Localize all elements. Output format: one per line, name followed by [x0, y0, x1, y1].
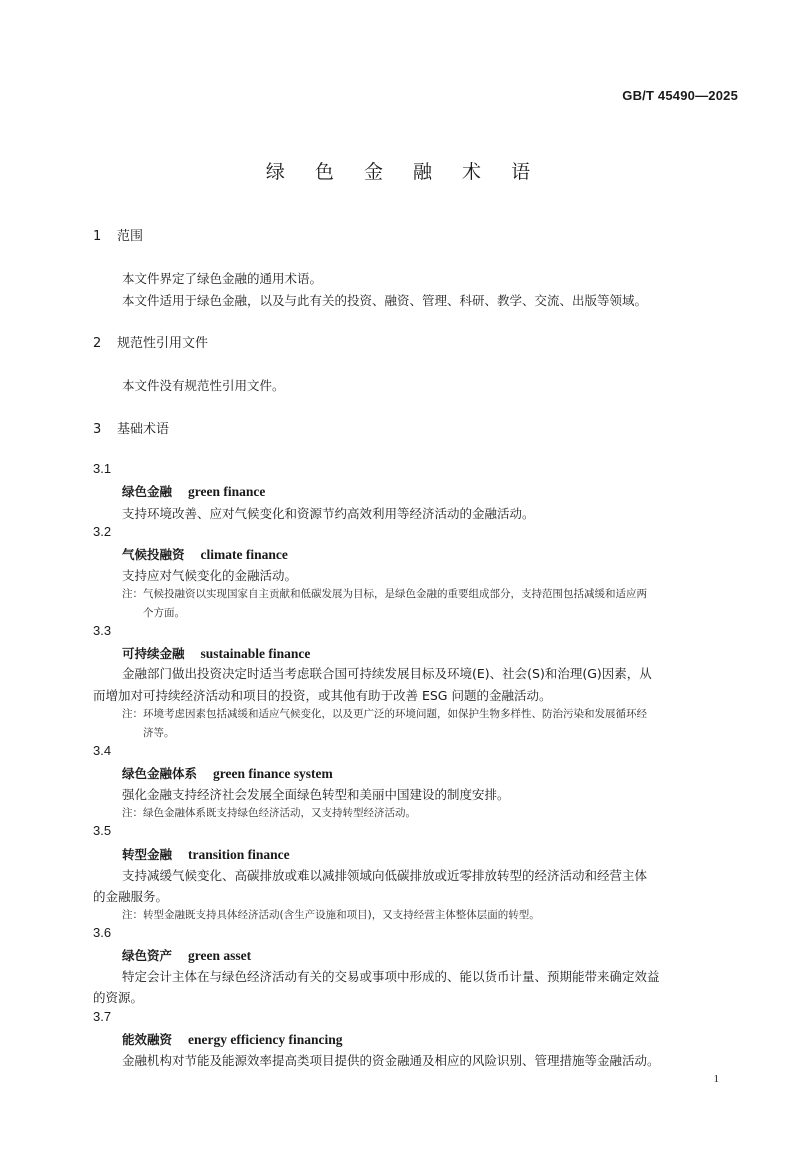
term-en: energy efficiency financing	[188, 1032, 343, 1047]
standard-code: GB/T 45490—2025	[622, 88, 738, 103]
term-note-continued: 个方面。	[143, 607, 185, 619]
term-zh: 能效融资	[122, 1032, 173, 1047]
term-number: 3.2	[93, 524, 112, 539]
term-heading	[122, 764, 333, 782]
term-note: 注：转型金融既支持具体经济活动(含生产设施和项目)，又支持经营主体整体层面的转型。	[122, 909, 540, 921]
term-heading	[122, 1030, 342, 1048]
term-number: 3.5	[93, 823, 112, 838]
term-en: green asset	[188, 948, 252, 963]
scope-paragraph: 本文件界定了绿色金融的通用术语。	[122, 271, 323, 286]
term-en: transition finance	[188, 847, 290, 862]
term-en: green finance	[188, 484, 266, 499]
term-note: 注：环境考虑因素包括减缓和适应气候变化，以及更广泛的环境问题，如保护生物多样性、防治污染和发展循环经	[122, 708, 647, 720]
term-definition: 金融机构对节能及能源效率提高类项目提供的资金融通及相应的风险识别、管理措施等金融活动。	[122, 1053, 660, 1068]
section-heading-basic-terms	[93, 418, 169, 437]
term-zh: 可持续金融	[122, 646, 185, 661]
section-heading-normative-references	[93, 332, 208, 351]
term-number: 3.3	[93, 623, 112, 638]
term-definition: 支持减缓气候变化、高碳排放或难以减排领域向低碳排放或近零排放转型的经济活动和经营主体	[122, 868, 648, 883]
term-definition: 支持环境改善、应对气候变化和资源节约高效利用等经济活动的金融活动。	[122, 506, 535, 521]
term-definition: 强化金融支持经济社会发展全面绿色转型和美丽中国建设的制度安排。	[122, 787, 510, 802]
term-heading	[122, 946, 251, 964]
term-note: 注：气候投融资以实现国家自主贡献和低碳发展为目标，是绿色金融的重要组成部分，支持范围包括减缓和适应两	[122, 588, 647, 600]
term-heading	[122, 845, 290, 863]
term-heading	[122, 644, 310, 662]
section-heading-scope	[93, 225, 143, 244]
term-definition-continued: 的金融服务。	[93, 889, 169, 904]
section-number: 1	[93, 229, 102, 244]
section-title: 基础术语	[117, 422, 170, 437]
term-zh: 转型金融	[122, 847, 173, 862]
term-zh: 气候投融资	[122, 547, 185, 562]
term-zh: 绿色资产	[122, 948, 173, 963]
term-number: 3.6	[93, 925, 112, 940]
term-note-continued: 济等。	[143, 727, 175, 739]
term-number: 3.7	[93, 1009, 112, 1024]
term-en: sustainable finance	[200, 646, 311, 661]
term-heading	[122, 545, 288, 563]
term-note: 注：绿色金融体系既支持绿色经济活动，又支持转型经济活动。	[122, 807, 416, 819]
term-definition: 金融部门做出投资决定时适当考虑联合国可持续发展目标及环境(E)、社会(S)和治理(G)因素，从	[122, 666, 652, 681]
section-title: 规范性引用文件	[117, 336, 209, 351]
term-definition: 特定会计主体在与绿色经济活动有关的交易或事项中形成的、能以货币计量、预期能带来确定效益	[122, 969, 660, 984]
section-number: 2	[93, 336, 102, 351]
normative-paragraph: 本文件没有规范性引用文件。	[122, 378, 285, 393]
term-definition-continued: 的资源。	[93, 990, 144, 1005]
term-definition-continued: 而增加对可持续经济活动和项目的投资，或其他有助于改善 ESG 问题的金融活动。	[93, 688, 552, 703]
term-number: 3.4	[93, 743, 112, 758]
term-zh: 绿色金融	[122, 484, 173, 499]
section-title: 范围	[117, 229, 144, 244]
term-zh: 绿色金融体系	[122, 766, 198, 781]
page-number: 1	[713, 1073, 719, 1085]
term-en: climate finance	[200, 547, 288, 562]
term-number: 3.1	[93, 461, 112, 476]
scope-paragraph: 本文件适用于绿色金融，以及与此有关的投资、融资、管理、科研、教学、交流、出版等领域。	[122, 293, 648, 308]
term-en: green finance system	[213, 766, 333, 781]
section-number: 3	[93, 422, 102, 437]
term-heading	[122, 482, 265, 500]
term-definition: 支持应对气候变化的金融活动。	[122, 568, 298, 583]
document-title: 绿 色 金 融 术 语	[265, 161, 543, 183]
